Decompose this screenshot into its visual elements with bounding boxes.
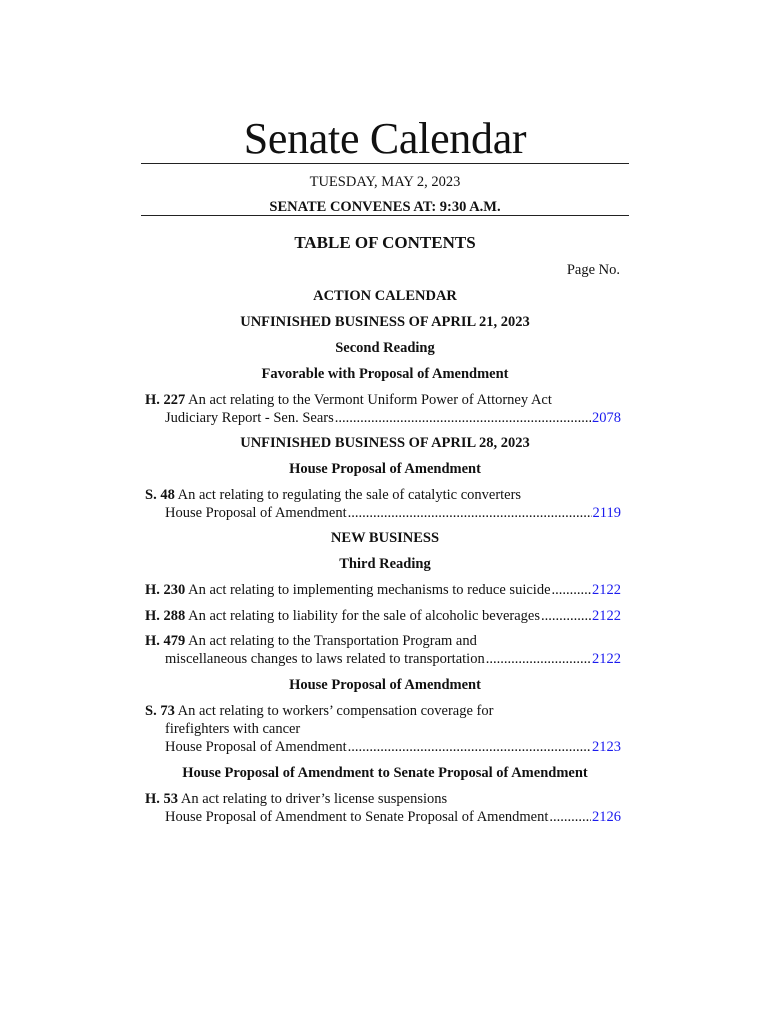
bill-description-cont: firefighters with cancer — [165, 721, 301, 737]
page-link[interactable]: 2122 — [592, 608, 621, 624]
bill-number: H. 230 — [145, 582, 186, 598]
section-new-business: NEW BUSINESS — [330, 530, 440, 546]
page-link[interactable]: 2126 — [592, 809, 621, 825]
page-link[interactable]: 2122 — [592, 582, 621, 598]
section-unfinished-apr28: UNFINISHED BUSINESS OF APRIL 28, 2023 — [240, 435, 530, 451]
bill-number: S. 73 — [145, 703, 175, 719]
toc-entry-s73 — [145, 702, 621, 756]
toc-entry-h230 — [145, 581, 621, 599]
entry-subtitle: House Proposal of Amendment — [165, 505, 347, 521]
bill-number: H. 53 — [145, 791, 179, 807]
section-house-poa: House Proposal of Amendment — [289, 461, 481, 477]
page-title: Senate Calendar — [243, 114, 527, 163]
page-link[interactable]: 2119 — [592, 505, 621, 521]
dot-leader — [541, 607, 591, 625]
bill-description: An act relating to implementing mechanisms to reduce suicide — [185, 582, 551, 598]
bill-number: H. 479 — [145, 633, 186, 649]
section-third-reading: Third Reading — [339, 556, 431, 572]
page-link[interactable]: 2122 — [592, 651, 621, 667]
toc-entry-h288 — [145, 607, 621, 625]
section-action-calendar: ACTION CALENDAR — [313, 288, 457, 304]
section-house-poa-to-spoa: House Proposal of Amendment to Senate Proposal of Amendment — [182, 765, 588, 781]
dot-leader — [348, 504, 592, 522]
section-second-reading: Second Reading — [335, 340, 435, 356]
toc-entry-h227 — [145, 391, 621, 427]
bill-number: H. 288 — [145, 608, 186, 624]
dot-leader — [335, 409, 591, 427]
dot-leader — [348, 738, 591, 756]
toc-entry-s48 — [145, 486, 621, 522]
dot-leader — [552, 581, 592, 599]
bill-description: An act relating to the Transportation Program and — [185, 633, 477, 649]
convene-time: SENATE CONVENES AT: 9:30 A.M. — [269, 199, 501, 215]
bill-description: An act relating to the Vermont Uniform Power of Attorney Act — [185, 392, 552, 408]
bill-description: An act relating to workers’ compensation coverage for — [174, 703, 494, 719]
entry-subtitle: miscellaneous changes to laws related to transportation — [165, 651, 485, 667]
entry-subtitle: House Proposal of Amendment — [165, 739, 347, 755]
page-link[interactable]: 2078 — [592, 410, 621, 426]
entry-subtitle: Judiciary Report - Sen. Sears — [165, 410, 334, 426]
calendar-date: TUESDAY, MAY 2, 2023 — [309, 174, 461, 190]
entry-subtitle: House Proposal of Amendment to Senate Proposal of Amendment — [165, 809, 549, 825]
section-favorable-poa: Favorable with Proposal of Amendment — [261, 366, 509, 382]
section-unfinished-apr21: UNFINISHED BUSINESS OF APRIL 21, 2023 — [240, 314, 530, 330]
dot-leader — [549, 808, 591, 826]
section-house-poa: House Proposal of Amendment — [289, 677, 481, 693]
page-link[interactable]: 2123 — [592, 739, 621, 755]
toc-title: TABLE OF CONTENTS — [294, 233, 476, 252]
bill-description: An act relating to driver’s license suspensions — [178, 791, 448, 807]
title-rule — [141, 163, 629, 164]
dot-leader — [486, 650, 591, 668]
bill-description: An act relating to regulating the sale of catalytic converters — [174, 487, 522, 503]
bill-number: S. 48 — [145, 487, 175, 503]
header-rule — [141, 215, 629, 216]
bill-description: An act relating to liability for the sale of alcoholic beverages — [185, 608, 541, 624]
bill-number: H. 227 — [145, 392, 186, 408]
page-no-label: Page No. — [566, 262, 620, 278]
toc-entry-h479 — [145, 632, 621, 668]
toc-entry-h53 — [145, 790, 621, 826]
